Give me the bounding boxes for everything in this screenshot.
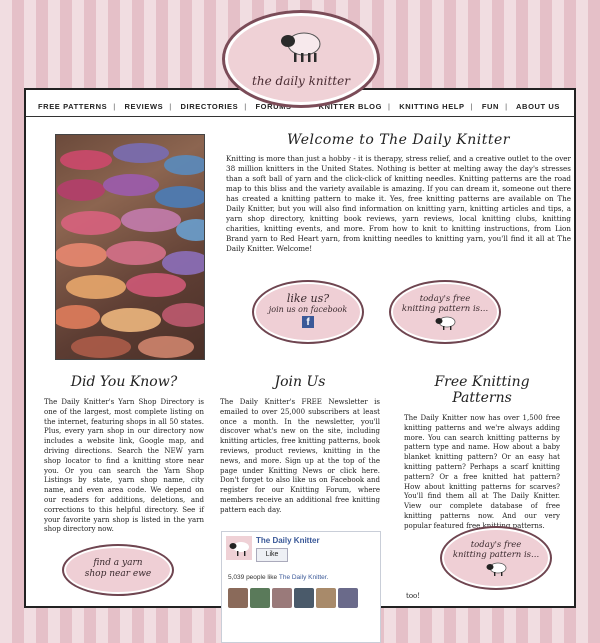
nav-divider bbox=[26, 116, 574, 117]
join-us-body: The Daily Knitter's FREE Newsletter is emailed to over 25,000 subscribers at least once a month. In the newsletter, you'll discover what's new on the site, including knitting articles, free knitting patterns, book reviews, product reviews, knitting in the news, and more. Sign up at the top of the page under Knitting News or click here. Don't forget to also like us on Facebook and register for our Knitting Forum, where members receive an additional free knitting pattern each day. bbox=[220, 398, 380, 514]
facebook-like-button[interactable]: Like bbox=[256, 548, 288, 562]
free-pattern-promo-bottom-line2: knitting pattern is... bbox=[452, 550, 540, 560]
sheep-icon bbox=[434, 315, 456, 331]
free-patterns-trailing-text: too! bbox=[406, 592, 421, 600]
welcome-body: Knitting is more than just a hobby - it is therapy, stress relief, and a creative outlet to the over 38 million knitters in the United States. Nothing is better at melting away the day's stresses than a soft ball of yarn and the click-click of knitting needles. Knitting patterns are the road map to this bliss and the variety available is amazing. If you can dream it, someone out there has created a knitting pattern to make it. Yes, free knitting patterns are available on The Daily Knitter, but you will also find information on knitting yarn, knitting articles and tips, a yarn shop directory, knitting book reviews, yarn reviews, local knitting clubs, knitting charities, knitting events, and more. From how to knit to knitting instructions, from Lion Brand yarn to Red Heart yarn, from knitting needles to knitting yarn, you'll find it all at The Daily Knitter. Welcome! bbox=[226, 154, 571, 253]
main-panel bbox=[24, 88, 576, 608]
nav-directories[interactable]: DIRECTORIES bbox=[180, 102, 239, 111]
facebook-like-count-text: 5,039 people like bbox=[228, 574, 278, 581]
fan-avatar[interactable] bbox=[250, 588, 270, 608]
fan-avatar[interactable] bbox=[272, 588, 292, 608]
nav-knitter-blog[interactable]: KNITTER BLOG bbox=[318, 102, 383, 111]
nav-separator: | bbox=[388, 102, 391, 111]
join-us-heading: Join Us bbox=[274, 374, 326, 390]
nav-separator: | bbox=[169, 102, 172, 111]
facebook-like-box[interactable] bbox=[221, 531, 381, 643]
facebook-page-name[interactable]: The Daily Knitter bbox=[256, 536, 320, 545]
find-yarn-shop-promo[interactable] bbox=[66, 548, 170, 592]
facebook-promo-subtitle: join us on facebook bbox=[268, 305, 348, 314]
did-you-know-section bbox=[44, 374, 204, 535]
facebook-page-link[interactable]: The Daily Knitter. bbox=[278, 574, 329, 581]
nav-about-us[interactable]: ABOUT US bbox=[516, 102, 560, 111]
facebook-promo[interactable] bbox=[256, 284, 360, 340]
find-yarn-shop-promo-text: find a yarn shop near ewe bbox=[84, 558, 152, 579]
free-pattern-promo-top-line2: knitting pattern is... bbox=[401, 304, 489, 314]
did-you-know-body: The Daily Knitter's Yarn Shop Directory is one of the largest, most complete listing on the internet, featuring shops in all 50 states. Plus, every yarn shop in our directory now includes a website link, Google map, and driving directions. Search the NEW yarn shop locator to find a knitting store near you. Or you can search the Yarn Shop Listings by state, yarn shop name, city name, and even area code. We depend on our readers for additions, deletions, and corrections to this helpful directory. See if your favorite yarn shop is listed in the yarn shop directory now. bbox=[44, 398, 204, 534]
free-pattern-promo-bottom[interactable] bbox=[444, 530, 548, 586]
free-pattern-promo-top[interactable] bbox=[393, 284, 497, 340]
nav-right bbox=[319, 102, 560, 111]
nav-fun[interactable]: FUN bbox=[481, 102, 500, 111]
free-pattern-promo-bottom-line1: today's free bbox=[470, 540, 522, 550]
site-title: the daily knitter bbox=[252, 74, 350, 88]
site-logo[interactable] bbox=[228, 16, 374, 102]
facebook-promo-title: like us? bbox=[286, 292, 330, 305]
free-patterns-heading: Free Knitting Patterns bbox=[434, 374, 530, 406]
free-pattern-promo-top-line1: today's free bbox=[419, 294, 471, 304]
nav-knitting-help[interactable]: KNITTING HELP bbox=[399, 102, 465, 111]
facebook-fan-thumbnails bbox=[228, 588, 360, 613]
nav-separator: | bbox=[470, 102, 474, 111]
fan-avatar[interactable] bbox=[294, 588, 314, 608]
sheep-icon bbox=[485, 561, 507, 577]
nav-reviews[interactable]: REVIEWS bbox=[124, 102, 164, 111]
sheep-icon bbox=[226, 536, 252, 560]
top-nav bbox=[26, 100, 574, 114]
did-you-know-heading: Did You Know? bbox=[70, 374, 178, 390]
yarn-skeins-image bbox=[56, 135, 204, 359]
free-patterns-body: The Daily Knitter now has over 1,500 free knitting patterns and we're always adding more. You can search knitting patterns by pattern type and name. How about a baby blanket knitting pattern? Or an easy hat knitting pattern? Perhaps a scarf knitting pattern? Or a free knitted hat pattern? How about knitting patterns for scarves? You'll find them all at The Daily Knitter. View our complete database of free knitting patterns now. And our very popular featured free knitting patterns. bbox=[404, 414, 560, 530]
free-patterns-section bbox=[404, 374, 560, 532]
fan-avatar[interactable] bbox=[228, 588, 248, 608]
nav-free-patterns[interactable]: FREE PATTERNS bbox=[38, 102, 108, 111]
nav-left bbox=[38, 102, 292, 111]
sheep-icon bbox=[278, 26, 324, 66]
join-us-section bbox=[220, 374, 380, 516]
fan-avatar[interactable] bbox=[316, 588, 336, 608]
nav-forums[interactable]: FORUMS bbox=[255, 102, 292, 111]
nav-separator: | bbox=[505, 102, 508, 111]
facebook-icon: f bbox=[302, 316, 314, 328]
nav-separator: | bbox=[244, 102, 247, 111]
welcome-heading: Welcome to The Daily Knitter bbox=[287, 132, 510, 148]
yarn-basket-photo bbox=[55, 134, 205, 360]
welcome-section bbox=[226, 132, 571, 254]
facebook-like-count bbox=[228, 574, 328, 581]
fan-avatar[interactable] bbox=[338, 588, 358, 608]
nav-separator: | bbox=[113, 102, 116, 111]
